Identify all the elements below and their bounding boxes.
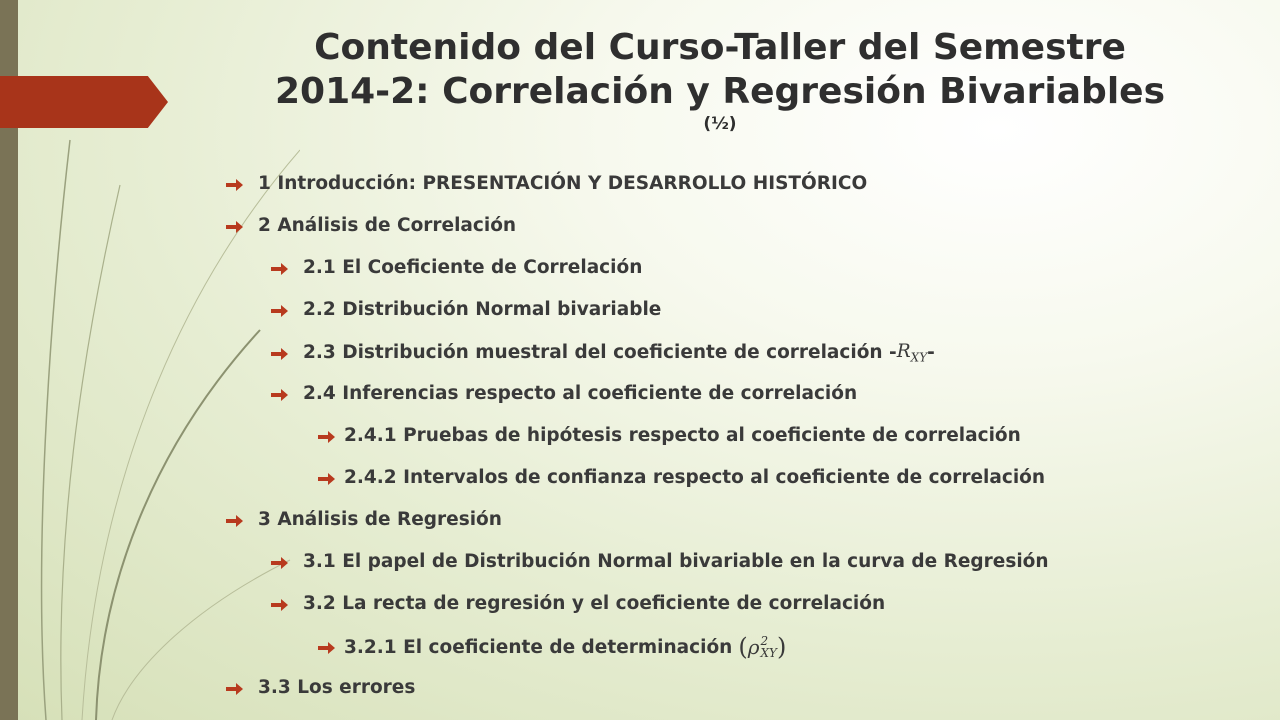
list-item-text: 2.4 Inferencias respecto al coeficiente de correlación: [303, 383, 858, 404]
list-item: [271, 551, 1049, 572]
list-item-text: 3.2 La recta de regresión y el coeficiente de correlación: [303, 593, 886, 614]
math-subscript: XY: [760, 646, 777, 660]
arrow-right-icon: [271, 262, 293, 276]
arrow-right-icon: [318, 641, 340, 655]
list-item-suffix: -: [927, 342, 935, 364]
list-item: [226, 509, 502, 530]
list-item: [271, 383, 857, 404]
title-line-2: 2014-2: Correlación y Regresión Bivariables: [274, 71, 1165, 112]
list-item-text: 2.3 Distribución muestral del coeficiente de correlación -: [303, 342, 897, 364]
arrow-right-icon: [271, 347, 293, 361]
slide-title: [190, 26, 1250, 134]
list-item: [271, 299, 661, 320]
math-symbol: ρ: [747, 635, 760, 659]
math-symbol: [897, 341, 927, 365]
arrow-right-icon: [271, 388, 293, 402]
list-item: [226, 215, 516, 236]
list-item: [226, 173, 867, 194]
list-item: [318, 635, 786, 659]
accent-arrow-shape: [0, 76, 168, 128]
list-item-text: 2.4.2 Intervalos de confianza respecto al coeficiente de correlación: [344, 467, 1046, 488]
list-item-text: 3.2.1 El coeficiente de determinación: [344, 636, 733, 658]
math-letter: R: [896, 341, 911, 362]
list-item-text: 2.4.1 Pruebas de hipótesis respecto al coeficiente de correlación: [344, 425, 1021, 446]
list-item: [318, 425, 1021, 446]
arrow-right-icon: [226, 178, 248, 192]
list-item-text: 1 Introducción: PRESENTACIÓN Y DESARROLLO HISTÓRICO: [258, 173, 868, 194]
math-rho-squared: [748, 635, 777, 659]
list-item: [318, 467, 1045, 488]
math-paren-open: (: [738, 633, 748, 661]
math-paren-close: ): [776, 633, 787, 661]
list-item: [271, 341, 935, 365]
math-subscript: XY: [910, 350, 928, 365]
arrow-right-icon: [226, 220, 248, 234]
arrow-right-icon: [226, 514, 248, 528]
title-line-1: Contenido del Curso-Taller del Semestre: [314, 27, 1126, 68]
title-fraction: (½): [703, 114, 737, 134]
arrow-right-icon: [271, 598, 293, 612]
arrow-right-icon: [318, 430, 340, 444]
list-item-text: 2 Análisis de Correlación: [258, 215, 517, 236]
arrow-right-icon: [271, 304, 293, 318]
math-scripts: [760, 635, 776, 659]
list-item: [271, 257, 642, 278]
list-item-text: 2.1 El Coeficiente de Correlación: [303, 257, 643, 278]
list-item-text: 3.1 El papel de Distribución Normal bivariable en la curva de Regresión: [303, 551, 1049, 572]
list-item-text: 3 Análisis de Regresión: [258, 509, 502, 530]
arrow-right-icon: [318, 472, 340, 486]
list-item-text: 2.2 Distribución Normal bivariable: [303, 299, 662, 320]
list-item: [271, 593, 885, 614]
math-superscript: 2: [760, 634, 769, 648]
arrow-right-icon: [226, 682, 248, 696]
list-item-text: 3.3 Los errores: [258, 677, 416, 698]
arrow-right-icon: [271, 556, 293, 570]
list-item: [226, 677, 415, 698]
